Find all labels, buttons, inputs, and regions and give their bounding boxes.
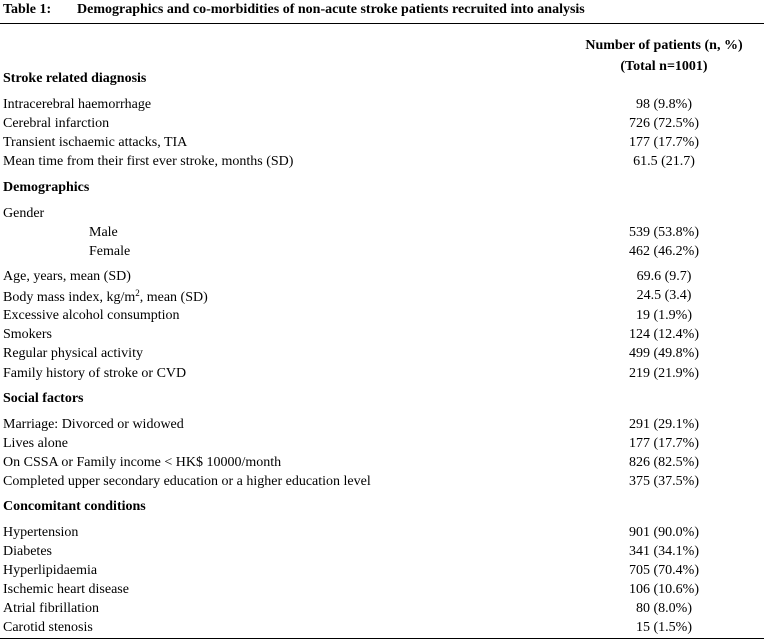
- table-row: [0, 525, 764, 544]
- row-value: 375 (37.5%): [629, 474, 699, 489]
- row-label: Hyperlipidaemia: [3, 563, 98, 578]
- row-label: Completed upper secondary education or a higher education level: [3, 474, 371, 489]
- row-label: Excessive alcohol consumption: [3, 308, 180, 323]
- row-value: 24.5 (3.4): [636, 288, 692, 303]
- row-value: 80 (8.0%): [636, 601, 692, 616]
- row-value: 705 (70.4%): [629, 563, 699, 578]
- table-label: Table 1:: [3, 2, 52, 17]
- row-value: 98 (9.8%): [636, 97, 692, 112]
- row-label: Transient ischaemic attacks, TIA: [3, 135, 188, 150]
- table-row: [0, 366, 764, 385]
- row-label-bmi: [3, 288, 208, 306]
- row-value: 15 (1.5%): [636, 620, 692, 635]
- table-row: [0, 417, 764, 436]
- row-label: Family history of stroke or CVD: [3, 366, 187, 381]
- top-rule: [0, 23, 764, 24]
- row-value: 341 (34.1%): [629, 544, 699, 559]
- column-header-line2: (Total n=1001): [620, 59, 708, 74]
- table-row: [0, 244, 764, 263]
- table-row: [0, 327, 764, 346]
- table-row: [0, 474, 764, 493]
- row-label: Carotid stenosis: [3, 620, 93, 635]
- table-row: [0, 308, 764, 327]
- row-label: Marriage: Divorced or widowed: [3, 417, 184, 432]
- row-label: Cerebral infarction: [3, 116, 110, 131]
- row-value: 106 (10.6%): [629, 582, 699, 597]
- table-row: [0, 116, 764, 135]
- table-row: [0, 582, 764, 601]
- row-value: 177 (17.7%): [629, 436, 699, 451]
- section-heading-conditions: Concomitant conditions: [3, 499, 146, 514]
- bottom-rule: [0, 638, 764, 639]
- table-row: [0, 97, 764, 116]
- row-value: 499 (49.8%): [629, 346, 699, 361]
- row-value: 124 (12.4%): [629, 327, 699, 342]
- row-value: 69.6 (9.7): [636, 269, 692, 284]
- table-row: [0, 154, 764, 173]
- column-header-line1: Number of patients (n, %): [585, 38, 743, 53]
- row-label: Smokers: [3, 327, 52, 342]
- row-value: 539 (53.8%): [629, 225, 699, 240]
- table-row: [0, 288, 764, 307]
- table-row: [0, 346, 764, 365]
- table-row: [0, 436, 764, 455]
- row-label: Hypertension: [3, 525, 79, 540]
- row-label: On CSSA or Family income < HK$ 10000/month: [3, 455, 282, 470]
- table-caption: Demographics and co-morbidities of non-acute stroke patients recruited into analysis: [77, 2, 585, 17]
- row-label: Mean time from their first ever stroke, months (SD): [3, 154, 294, 169]
- row-label: Regular physical activity: [3, 346, 143, 361]
- row-value: 726 (72.5%): [629, 116, 699, 131]
- row-value: 219 (21.9%): [629, 366, 699, 381]
- bmi-label-suffix: , mean (SD): [139, 290, 208, 305]
- table-row: [0, 206, 764, 225]
- row-label-male: Male: [89, 225, 118, 240]
- row-value: 462 (46.2%): [629, 244, 699, 259]
- table-row: [0, 135, 764, 154]
- row-label: Intracerebral haemorrhage: [3, 97, 152, 112]
- row-value: 19 (1.9%): [636, 308, 692, 323]
- table-row: [0, 225, 764, 244]
- table-row: [0, 544, 764, 563]
- row-value: 61.5 (21.7): [633, 154, 695, 169]
- section-heading-demographics: Demographics: [3, 180, 90, 195]
- section-heading-stroke: Stroke related diagnosis: [3, 71, 147, 86]
- row-value: 826 (82.5%): [629, 455, 699, 470]
- table-row: [0, 455, 764, 474]
- row-value: 901 (90.0%): [629, 525, 699, 540]
- bmi-label-prefix: Body mass index, kg/m: [3, 290, 136, 305]
- row-label: Atrial fibrillation: [3, 601, 100, 616]
- table-row: [0, 269, 764, 288]
- section-heading-social: Social factors: [3, 391, 84, 406]
- table-title: [3, 2, 585, 18]
- row-label: Ischemic heart disease: [3, 582, 129, 597]
- row-label: Age, years, mean (SD): [3, 269, 131, 284]
- table-row: [0, 563, 764, 582]
- table-row: [0, 620, 764, 639]
- row-label: Lives alone: [3, 436, 68, 451]
- row-label-gender: Gender: [3, 206, 45, 221]
- table-row: [0, 601, 764, 620]
- row-label-female: Female: [89, 244, 131, 259]
- row-value: 291 (29.1%): [629, 417, 699, 432]
- row-label: Diabetes: [3, 544, 52, 559]
- row-value: 177 (17.7%): [629, 135, 699, 150]
- bmi-label-superscript: 2: [135, 288, 140, 298]
